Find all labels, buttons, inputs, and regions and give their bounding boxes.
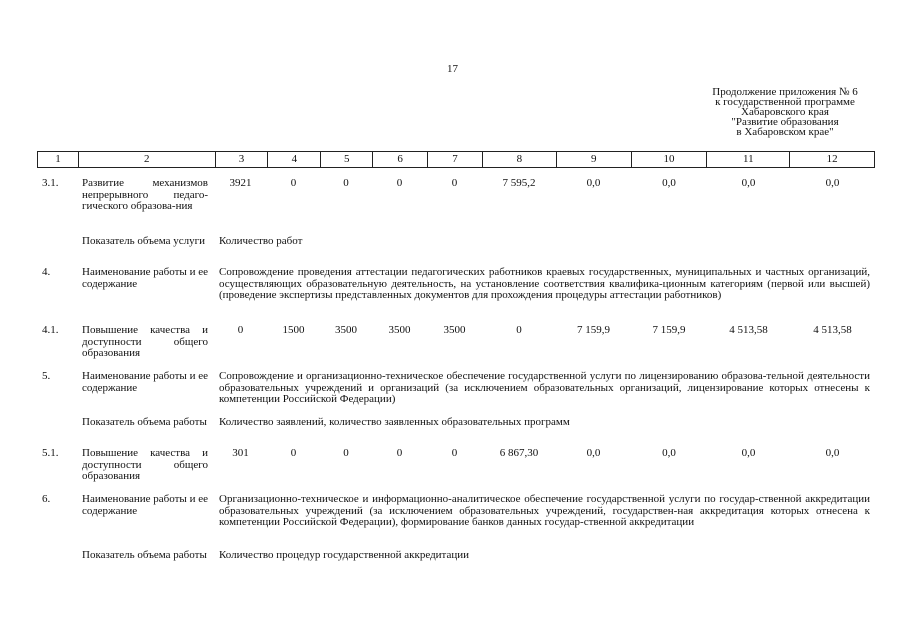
row-label: Повышение качества и доступности общего образования <box>82 447 208 482</box>
row-description: Организационно-техническое и информационно-аналитическое обеспечение государственной услуги по государ-ственной аккредитации образовательных учреждений (за исключением образовательных учреждений, государствен-ная аккредитация которых отнесена к компетенции Российской Федерации), формирование банков данных государ-ственной аккредитации <box>219 493 870 528</box>
table-cell: 0,0 <box>662 177 676 189</box>
appendix-line: "Развитие образования <box>731 116 839 128</box>
table-cell: 0,0 <box>825 447 840 459</box>
row-label: Повышение качества и доступности общего образования <box>82 324 208 359</box>
table-cell: 0,0 <box>741 177 756 189</box>
table-cell: 0,0 <box>586 177 601 189</box>
table-cell: 7 595,2 <box>502 177 536 189</box>
row-number: 5. <box>42 370 51 382</box>
table-cell: 7 159,9 <box>577 324 610 336</box>
table-cell: 0 <box>451 447 458 459</box>
row-label: Развитие механизмов непрерывного педаго-гического образова-ния <box>82 177 208 212</box>
appendix-line: Хабаровского края <box>741 106 829 118</box>
row-description: Количество процедур государственной аккредитации <box>219 549 470 561</box>
table-cell: 6 867,30 <box>499 447 539 459</box>
table-header-cell: 9 <box>556 152 631 167</box>
row-number: 4.1. <box>42 324 59 336</box>
appendix-line: Продолжение приложения № 6 <box>712 86 858 98</box>
row-label: Наименование работы и ее содержание <box>82 493 208 517</box>
row-description: Количество работ <box>219 235 303 247</box>
table-header-cell: 6 <box>372 152 427 167</box>
row-number: 3.1. <box>42 177 59 189</box>
table-cell: 4 513,58 <box>813 324 852 336</box>
table-cell: 0,0 <box>586 447 601 459</box>
row-number: 4. <box>42 266 51 278</box>
table-cell: 1500 <box>282 324 305 336</box>
table-cell: 7 159,9 <box>652 324 686 336</box>
page-number: 17 <box>447 63 458 75</box>
table-header-cell: 3 <box>215 152 268 167</box>
table-cell: 0 <box>396 447 403 459</box>
row-label: Наименование работы и ее содержание <box>82 370 208 394</box>
row-description: Сопровождение проведения аттестации педагогических работников краевых государственных, муниципальных и частных организаций, осуществляющих образовательную деятельность, на установление соответствия квалифика-ционным категориям (первой или высшей) (проведение экспертизы представленных документов для прохождения процедуры аттестации работников) <box>219 266 870 301</box>
table-cell: 0 <box>343 177 349 189</box>
table-cell: 3500 <box>443 324 466 336</box>
table-cell: 3500 <box>335 324 357 336</box>
table-header-cell: 1 <box>55 153 61 165</box>
table-cell: 4 513,58 <box>729 324 768 336</box>
row-number: 5.1. <box>42 447 59 459</box>
appendix-line: в Хабаровском крае" <box>736 126 834 138</box>
row-label: Показатель объема работы <box>82 416 207 428</box>
row-label: Наименование работы и ее содержание <box>82 266 208 290</box>
table-header-cell: 8 <box>482 152 556 167</box>
appendix-line: к государственной программе <box>715 96 855 108</box>
table-cell: 0,0 <box>741 447 756 459</box>
row-number: 6. <box>42 493 51 505</box>
table-header-cell: 7 <box>427 152 482 167</box>
table-header-cell: 11 <box>706 152 789 167</box>
row-description: Сопровождение и организационно-техническое обеспечение государственной услуги по лицензированию образова-тельной деятельности образовательных учреждений и организаций (за исключением образовательных организаций, лицензирование которых отнесены к компетенции Российской Федерации) <box>219 370 870 405</box>
table-cell: 0 <box>343 447 349 459</box>
table-cell: 0 <box>237 324 244 336</box>
table-cell: 0,0 <box>662 447 676 459</box>
appendix-note <box>640 87 905 137</box>
table-header-row <box>37 151 875 168</box>
table-header-cell: 2 <box>78 152 215 167</box>
table-cell: 0 <box>516 324 522 336</box>
row-label: Показатель объема работы <box>82 549 207 561</box>
table-cell: 0 <box>290 177 297 189</box>
table-cell: 3921 <box>229 177 252 189</box>
table-cell: 0 <box>396 177 403 189</box>
row-description: Количество заявлений, количество заявленных образовательных программ <box>219 416 570 428</box>
table-cell: 0 <box>451 177 458 189</box>
table-cell: 0,0 <box>825 177 840 189</box>
row-label: Показатель объема услуги <box>82 235 206 247</box>
table-header-cell: 5 <box>320 152 372 167</box>
table-header-cell: 10 <box>631 152 707 167</box>
table-header-cell: 4 <box>267 152 320 167</box>
table-header-cell: 12 <box>789 152 874 167</box>
table-cell: 3500 <box>388 324 411 336</box>
table-cell: 301 <box>232 447 249 459</box>
table-cell: 0 <box>290 447 297 459</box>
